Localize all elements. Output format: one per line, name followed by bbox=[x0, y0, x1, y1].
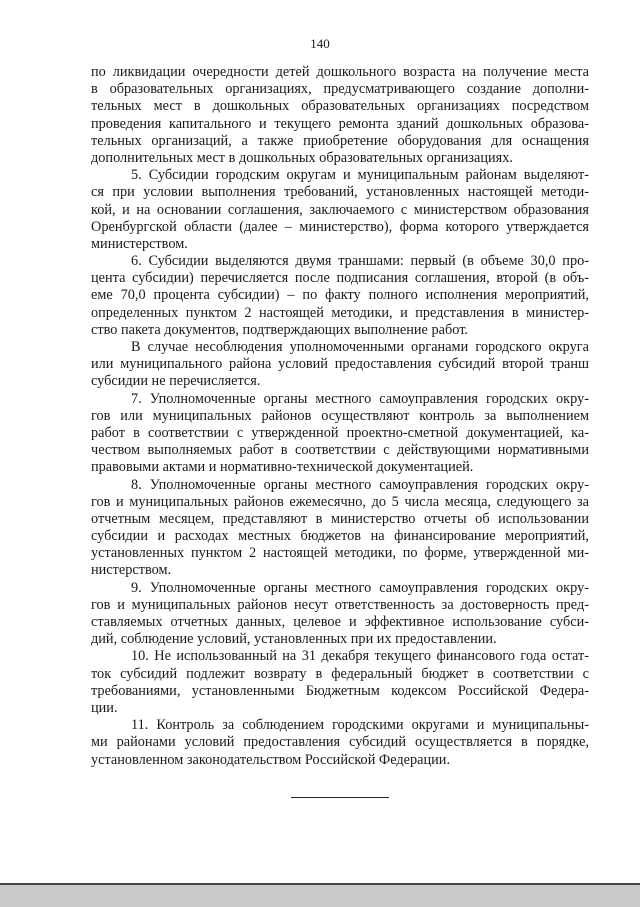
text-line: 9. Уполномоченные органы местного самоуправления городских окру- bbox=[131, 579, 589, 596]
text-line: проведения капитального и текущего ремонта зданий дошкольных образова- bbox=[91, 115, 589, 132]
text-line: 7. Уполномоченные органы местного самоуправления городских окру- bbox=[131, 390, 589, 407]
text-line: 8. Уполномоченные органы местного самоуправления городских окру- bbox=[131, 476, 589, 493]
text-line: субсидии и расходах местных бюджетов на финансирование мероприятий, bbox=[91, 528, 589, 545]
text-line: дополнительных мест в дошкольных образовательных организациях. bbox=[91, 149, 513, 166]
text-line: 6. Субсидии выделяются двумя траншами: первый (в объеме 30,0 про- bbox=[131, 253, 589, 270]
text-line: тельных мест в дошкольных образовательных организациях посредством bbox=[91, 98, 589, 115]
text-line: ставляемых отчетных данных, целевое и эффективное использование субси- bbox=[91, 614, 589, 630]
text-line: ство пакета документов, подтверждающих выполнение работ. bbox=[91, 321, 468, 338]
text-line: в образовательных организациях, предусматривающего создание дополни- bbox=[91, 81, 589, 98]
text-line: кой, и на основании соглашения, заключаемого с министерством образования bbox=[91, 201, 589, 218]
text-line: определенных пунктом 2 настоящей методики, и представления в министер- bbox=[91, 304, 589, 321]
text-line: 11. Контроль за соблюдением городскими округами и муниципальны- bbox=[131, 717, 589, 734]
text-line: правовыми актами и нормативно-технической документацией. bbox=[91, 459, 474, 476]
text-line: субсидии не перечисляется. bbox=[91, 373, 261, 390]
text-line: требованиями, установленными Бюджетным кодексом Российской Федера- bbox=[91, 682, 589, 699]
text-line: ми районами условий предоставления субсидий осуществляется в порядке, bbox=[91, 734, 589, 751]
text-line: В случае несоблюдения уполномоченными органами городского округа bbox=[131, 339, 589, 355]
text-line: установленном законодательством Российской Федерации. bbox=[91, 751, 451, 768]
text-line: работ в соответствии с утвержденной проектно-сметной документацией, ка- bbox=[91, 424, 589, 441]
text-line: установленных пунктом 2 настоящей методики, по форме, утвержденной ми- bbox=[91, 545, 589, 562]
text-line: тельных организаций, а также приобретение оборудования для оснащения bbox=[91, 132, 589, 149]
text-line: нистерством. bbox=[91, 562, 172, 579]
page-number: 140 bbox=[310, 36, 330, 51]
text-line: министерством. bbox=[91, 235, 188, 252]
text-line: гов и муниципальных районов ежемесячно, до 5 числа месяца, следующего за bbox=[91, 493, 589, 510]
text-line: 10. Не использованный на 31 декабря текущего финансового года остат- bbox=[131, 648, 589, 665]
text-line: ции. bbox=[91, 699, 118, 716]
text-line: Оренбургской области (далее – министерство), форма которого утверждается bbox=[91, 218, 589, 235]
text-line: ток субсидий подлежит возврату в федеральный бюджет в соответствии с bbox=[91, 665, 589, 682]
document-body bbox=[91, 64, 589, 769]
text-line: цента субсидии) перечисляется после подписания соглашения, второй (в объ- bbox=[91, 270, 589, 287]
text-line: 5. Субсидии городским округам и муниципальным районам выделяют- bbox=[131, 167, 589, 184]
text-line: еме 70,0 процента субсидии) – по факту полного исполнения мероприятий, bbox=[91, 287, 589, 304]
text-line: гов или муниципальных районов осуществляют контроль за выполнением bbox=[91, 407, 589, 424]
text-line: гов и муниципальных районов несут ответственность за достоверность пред- bbox=[91, 596, 589, 613]
text-line: по ликвидации очередности детей дошкольного возраста на получение места bbox=[91, 64, 589, 80]
end-divider bbox=[291, 797, 389, 798]
scan-bottom-edge bbox=[0, 883, 640, 907]
text-line: или муниципального района условий предоставления субсидий второй транш bbox=[91, 356, 589, 373]
text-line: чеством выполняемых работ в соответствии с действующими нормативными bbox=[91, 442, 589, 459]
text-line: дий, соблюдение условий, установленных при их предоставлении. bbox=[91, 631, 497, 648]
text-line: ся при условии выполнения требований, установленных настоящей методи- bbox=[91, 184, 589, 201]
text-line: отчетным месяцем, представляют в министерство отчеты об использовании bbox=[91, 510, 589, 527]
